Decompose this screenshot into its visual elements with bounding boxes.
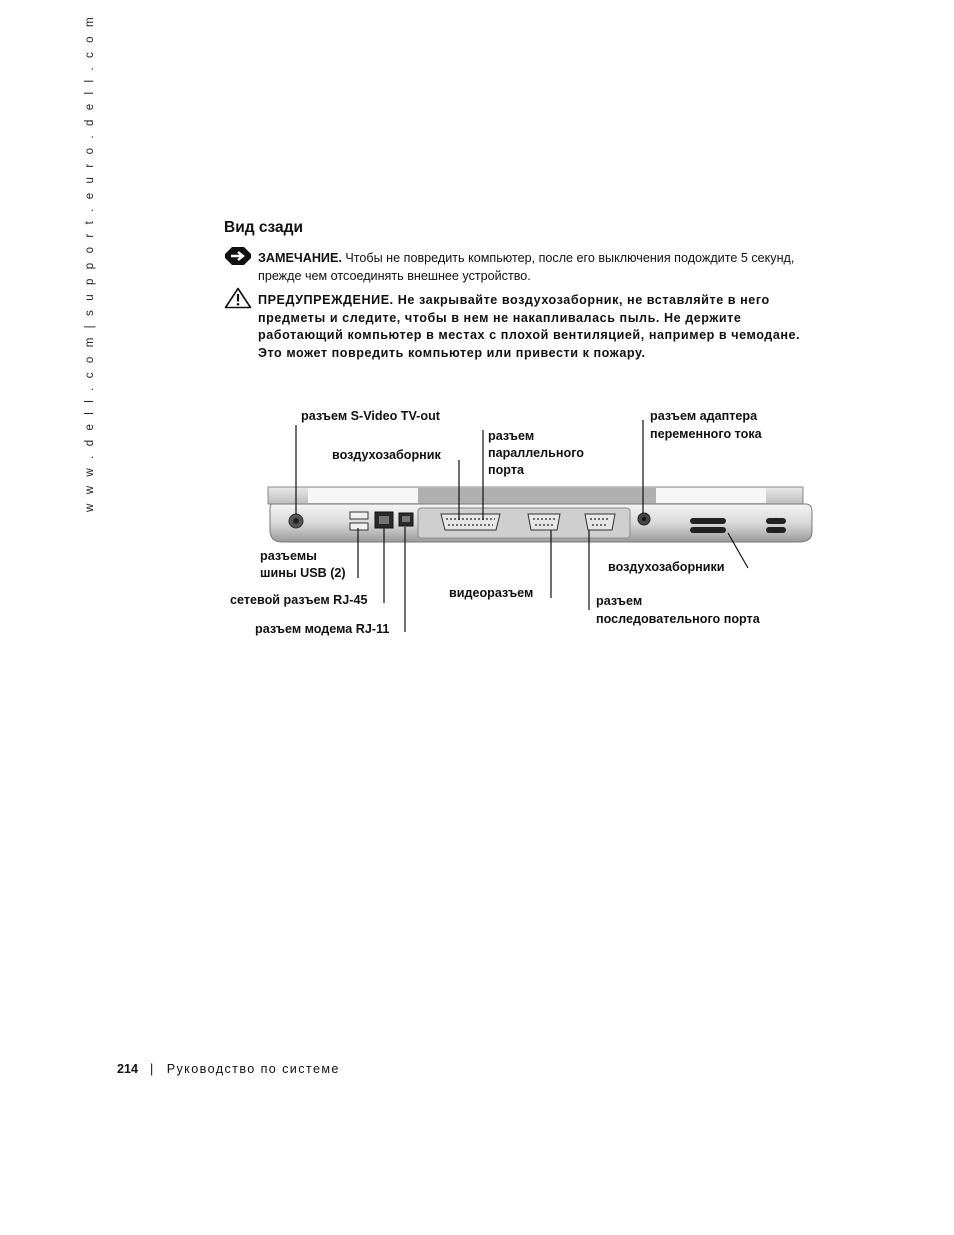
label-usb-line2: шины USB (2) <box>260 566 346 580</box>
rj45-port-drawing <box>375 512 393 528</box>
notice-label: ЗАМЕЧАНИЕ. <box>258 251 342 265</box>
label-air-intake: воздухозаборник <box>332 448 441 462</box>
label-svideo: разъем S-Video TV-out <box>301 409 440 423</box>
video-port-drawing <box>528 514 560 530</box>
rj11-port-drawing <box>399 513 413 526</box>
label-video: видеоразъем <box>449 586 534 600</box>
section-heading: Вид сзади <box>224 219 303 236</box>
label-parallel-line2: параллельного <box>488 446 584 460</box>
s-video-port-drawing <box>289 514 303 528</box>
parallel-port-drawing <box>441 514 500 530</box>
label-ac-line1: разъем адаптера <box>650 409 758 423</box>
footer-separator: | <box>150 1062 155 1076</box>
label-ac-line2: переменного тока <box>650 427 762 441</box>
serial-port-drawing <box>585 514 615 530</box>
label-air-intakes: воздухозаборники <box>608 560 725 574</box>
warning-paragraph: ПРЕДУПРЕЖДЕНИЕ. Не закрывайте воздухозаборник, не вставляйте в него предметы и следите, чтобы в нем не накапливалась пыль. Не держите работающий компьютер в местах с плохой вентиляцией, например в чемодане. Это может повредить компьютер или привести к пожару. <box>258 293 801 360</box>
page-footer <box>117 1062 340 1076</box>
label-parallel-line1: разъем <box>488 429 535 443</box>
label-usb-line1: разъемы <box>260 549 317 563</box>
label-serial-line1: разъем <box>596 594 643 608</box>
side-url-text: w w w . d e l l . c o m | s u p p o r t . e u r o . d e l l . c o m <box>84 14 96 512</box>
footer-title: Руководство по системе <box>166 1062 340 1076</box>
label-rj11: разъем модема RJ-11 <box>255 622 390 636</box>
label-parallel-line3: порта <box>488 463 524 477</box>
page-number: 214 <box>117 1062 139 1076</box>
label-serial-line2: последовательного порта <box>596 612 760 626</box>
label-rj45: сетевой разъем RJ-45 <box>230 593 368 607</box>
ac-adapter-port-drawing <box>638 513 650 525</box>
notice-text: Чтобы не повредить компьютер, после его выключения подождите 5 секунд, прежде чем отсоединять внешнее устройство. <box>258 251 795 283</box>
